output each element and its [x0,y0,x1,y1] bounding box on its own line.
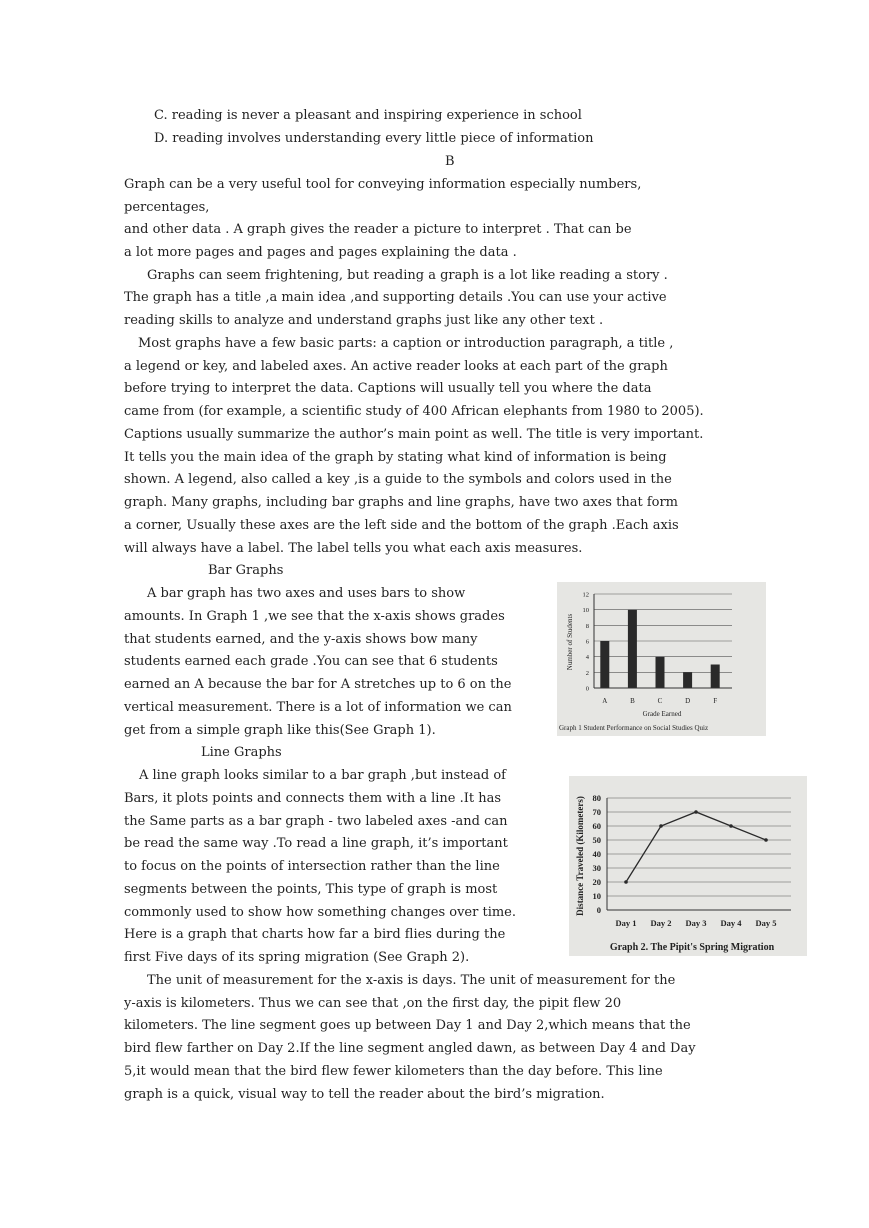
bar-chart [557,582,766,736]
para2-line: Graphs can seem frightening, but reading a graph is a lot like reading a story . [147,268,668,283]
para2-line: reading skills to analyze and understand graphs just like any other text . [124,313,604,328]
line-graphs-heading: Line Graphs [201,745,282,760]
line-line: commonly used to show how something changes over time. [124,905,516,920]
bar-ytick-label: 2 [585,669,589,677]
line-line: Here is a graph that charts how far a bird flies during the [124,927,506,942]
para2-line: The graph has a title ,a main idea ,and supporting details .You can use your active [124,290,667,305]
line-ytick-label: 70 [592,807,601,817]
line-line: to focus on the points of intersection rather than the line [124,859,500,874]
bar-c [656,657,665,688]
line-line: A line graph looks similar to a bar graph ,but instead of [139,768,506,783]
line-xtick-label: Day 2 [650,918,672,928]
line-line: segments between the points, This type of graph is most [124,882,498,897]
bar-line: A bar graph has two axes and uses bars to show [147,586,466,601]
option-d: D. reading involves understanding every little piece of information [154,131,594,146]
line-line: be read the same way .To read a line graph, it’s important [124,836,508,851]
bar-b [628,610,637,688]
line-xtick-label: Day 4 [720,918,742,928]
bar-f [711,665,720,689]
bar-xtick-label: A [602,697,608,705]
line-point [624,880,628,884]
line-xtick-label: Day 1 [615,918,637,928]
bar-ytick-label: 6 [585,638,589,646]
final-line: 5,it would mean that the bird flew fewer kilometers than the day before. This line [124,1064,663,1079]
bar-xtick-label: D [685,697,691,705]
bar-ylabel: Number of Students [566,613,574,671]
bar-a [600,641,609,688]
bar-graphs-heading: Bar Graphs [208,563,284,578]
bar-line: amounts. In Graph 1 ,we see that the x-axis shows grades [124,609,505,624]
para3-line: before trying to interpret the data. Captions will usually tell you where the data [124,381,652,396]
line-ylabel: Distance Traveled (Kilometers) [575,796,585,916]
intro-line: Graph can be a very useful tool for conveying information especially numbers, [124,177,642,192]
line-xtick-label: Day 3 [685,918,707,928]
para3-line: a legend or key, and labeled axes. An active reader looks at each part of the graph [124,359,668,374]
para3-line: came from (for example, a scientific study of 400 African elephants from 1980 to 2005). [124,404,704,419]
final-line: y-axis is kilometers. Thus we can see that ,on the first day, the pipit flew 20 [124,996,622,1011]
line-line: first Five days of its spring migration (See Graph 2). [124,950,470,965]
para3-line: will always have a label. The label tells you what each axis measures. [124,541,583,556]
option-c: C. reading is never a pleasant and inspiring experience in school [154,108,582,123]
final-line: bird flew farther on Day 2.If the line segment angled dawn, as between Day 4 and Day [124,1041,696,1056]
line-ytick-label: 40 [592,849,601,859]
line-ytick-label: 30 [592,863,601,873]
line-ytick-label: 20 [592,877,601,887]
line-line: Bars, it plots points and connects them with a line .It has [124,791,502,806]
bar-ytick-label: 0 [585,685,589,693]
bar-ytick-label: 12 [582,591,589,599]
line-title: Graph 2. The Pipit's Spring Migration [609,942,775,953]
final-line: kilometers. The line segment goes up between Day 1 and Day 2,which means that the [124,1018,691,1033]
intro-line: a lot more pages and pages and pages explaining the data . [124,245,517,260]
section-letter: B [445,154,455,169]
para3-line: a corner, Usually these axes are the left side and the bottom of the graph .Each axis [124,518,679,533]
line-ytick-label: 10 [592,891,601,901]
bar-graph-figure [557,582,766,736]
line-point [694,810,698,814]
line-ytick-label: 50 [592,835,601,845]
line-point [729,824,733,828]
para3-line: graph. Many graphs, including bar graphs and line graphs, have two axes that form [124,495,678,510]
line-series [626,812,766,882]
para3-line: Captions usually summarize the author’s main point as well. The title is very important. [124,427,704,442]
bar-ytick-label: 10 [582,607,589,615]
bar-xtick-label: C [657,697,663,705]
bar-line: earned an A because the bar for A stretches up to 6 on the [124,677,512,692]
bar-line: that students earned, and the y-axis shows bow many [124,632,478,647]
bar-title: Graph 1 Student Performance on Social Studies Quiz [559,724,709,732]
para3-line: Most graphs have a few basic parts: a caption or introduction paragraph, a title , [138,336,674,351]
bar-ytick-label: 8 [585,622,589,630]
bar-d [683,672,692,688]
bar-line: students earned each grade .You can see that 6 students [124,654,498,669]
line-ytick-label: 0 [596,905,601,915]
intro-line: and other data . A graph gives the reader a picture to interpret . That can be [124,222,632,237]
line-line: the Same parts as a bar graph - two labeled axes -and can [124,814,508,829]
para3-line: It tells you the main idea of the graph by stating what kind of information is being [124,450,667,465]
para3-line: shown. A legend, also called a key ,is a guide to the symbols and colors used in the [124,472,672,487]
final-line: The unit of measurement for the x-axis is days. The unit of measurement for the [147,973,676,988]
final-line: graph is a quick, visual way to tell the reader about the bird’s migration. [124,1087,605,1102]
line-chart [569,776,807,956]
line-ytick-label: 80 [592,793,601,803]
bar-xlabel: Grade Earned [642,710,682,718]
line-point [764,838,768,842]
line-point [659,824,663,828]
line-xtick-label: Day 5 [755,918,777,928]
intro-line: percentages, [124,200,210,215]
bar-xtick-label: B [630,697,635,705]
bar-line: get from a simple graph like this(See Graph 1). [124,723,436,738]
line-ytick-label: 60 [592,821,601,831]
bar-ytick-label: 4 [585,654,589,662]
line-graph-figure [569,776,807,956]
bar-line: vertical measurement. There is a lot of information we can [124,700,512,715]
bar-xtick-label: F [713,697,718,705]
